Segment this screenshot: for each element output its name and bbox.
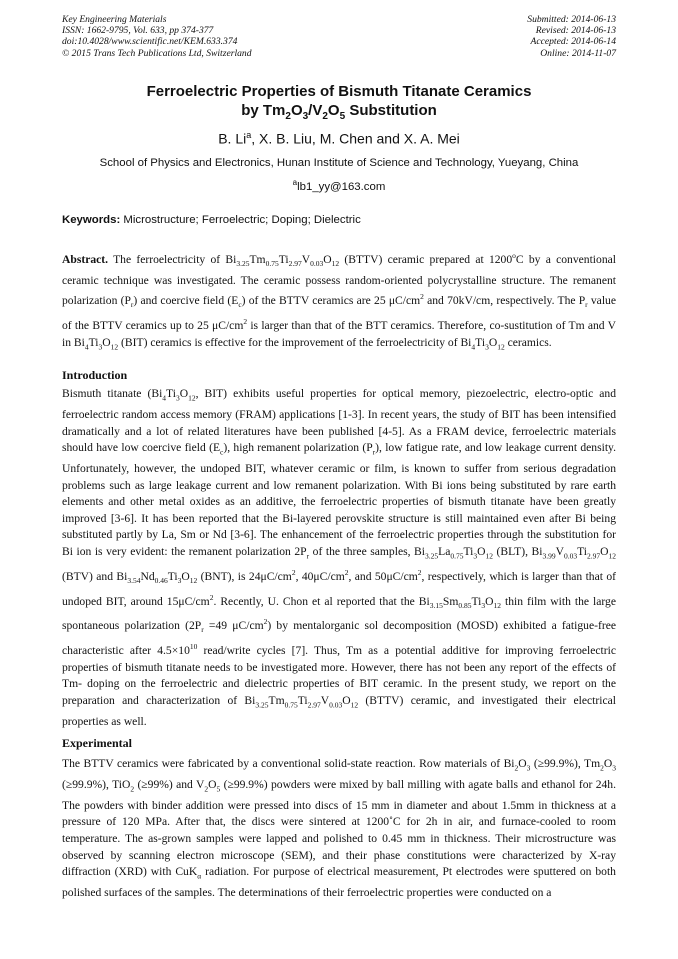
- online-date: Online: 2014-11-07: [540, 47, 616, 59]
- author-email[interactable]: $^a$lb1_yy@163.com: [292, 178, 386, 193]
- experimental-text: The BTTV ceramics were fabricated by a conventional solid-state reaction. Row materials of $Bi_2O_3$ (≥99.9%), $Tm_2O_3$ (≥99.9%), TiO$_2$ (≥99%) and $V_2O_5$ (≥99.9%) powders were mixed by ball milling with agate balls and ethanol for 24h. The powders with binder addition were pressed into discs of 15 mm in diameter and about 1.5mm in thickness at a pressure of 120 MPa. After that, the discs were sintered at 1200˚C for 2h in air, and furnace-cooled to room temperature. The as-grown samples were lapped and polished to 0.45 mm in thickness. Their microstructure was observed by scanning electron microscope (SEM), and their phase constitutions were characterized by X-ray diffraction (XRD) with CuK$_\alpha$ radiation. For purpose of electrical measurement, Pt electrodes were sputtered on both polished surfaces of the samples. The determinations of their ferroelectric properties were conducted on a: [62, 757, 617, 900]
- keywords-text: Microstructure; Ferroelectric; Doping; Dielectric: [120, 214, 361, 226]
- keywords-label: Keywords:: [62, 214, 121, 226]
- submitted-date: Submitted: 2014-06-13: [527, 14, 616, 25]
- accepted-date: Accepted: 2014-06-14: [530, 36, 616, 48]
- abstract: Abstract. The ferroelectricity of $Bi_{3.25}Tm_{0.75}Ti_{2.97}V_{0.03}O_{12}$ (BTTV) ceramic prepared at 1200$^o$C by a conventional ceramic technique was investigated. The ceramic possess random-oriented polycrystalline structure. The remanent polarization $(P_r)$ and coercive field $(E_c)$ of the BTTV ceramics are 25 $\mu C/cm^2$ and 70kV/cm, respectively. The $P_r$ value of the BTTV ceramics up to 25 $\mu C/cm^2$ is larger than that of the BTT ceramics. Therefore, co-sustitution of Tm and V in $Bi_4Ti_3O_{12}$ (BIT) ceramics is effective for the improvement of the ferroelectricity of $Bi_4Ti_3O_{12}$ ceramics.: [62, 251, 616, 351]
- journal-info: [62, 14, 252, 59]
- introduction-heading: Introduction: [62, 368, 128, 382]
- introduction-text: Bismuth titanate ($Bi_4Ti_3O_{12}$, BIT) exhibits useful properties for optical memory, piezoelectric, electro-optic and ferroelectric random access memory (FRAM) applications [1-3]. In recent years, the study of BIT has been intensified dramatically and a lot of related literatures have been published [4-5]. As a FRAM device, ferroelectric materials should have low coercive field $(E_c)$, high remanent polarization $(P_r)$, low fatigue rate, and low leakage current density. Unfortunately, however, the undoped BIT, whatever ceramic or film, is known to suffer from serious degradation problems such as large leakage current and low remanent polarization. With Bi ions being substituted by rare earth elements and other metal oxides as an additive, the ferroelectric properties of bismuth titanate have been greatly improved [3-6]. It has been reported that the Bi-layered perovskite structure is still maintained even after Bi being substituted partly by La, Sm or Nd [3-6]. The enhancement of the ferroelectric properties through the substitution for Bi ion is very evident: the remanent polarization $2P_r$ of the three samples, $Bi_{3.25}La_{0.75}Ti_3O_{12}$ (BLT), $Bi_{3.99}V_{0.03}Ti_{2.97}O_{12}$ (BTV) and $Bi_{3.54}Nd_{0.46}Ti_3O_{12}$ (BNT), is $24\mu C/cm^2$, $40\mu C/cm^2$, and $50\mu C/cm^2$, respectively, which is larger than that of undoped BIT, around $15\mu C/cm^2$. Recently, U. Chon et al reported that the $Bi_{3.15}Sm_{0.85}Ti_3O_{12}$ thin film with the large spontaneous polarization ($2P_r =49$ $\mu C/cm^2$) by mentalorganic sol decomposition (MOSD) exhibited a fatigue-free characteristic after $4.5\times 10^{10}$ read/write cycles [7]. Thus, Tm as a potential additive for improving ferroelectric properties of bismuth titanate needs to be investigated more. However, there has not been any report of the effects of Tm- doping on the ferroelectric and dielectric properties of BIT ceramic. In the present study, we report on the preparation and characterization of $Bi_{3.25}Tm_{0.75}Ti_{2.97}V_{0.03}O_{12}$ (BTTV) ceramic, and investigated their electrical properties as well.: [62, 387, 617, 728]
- title-line-1: Ferroelectric Properties of Bismuth Titanate Ceramics: [146, 83, 532, 100]
- paper-title: [62, 82, 616, 126]
- keywords: [62, 214, 616, 226]
- title-line-2: by $Tm_2O_3/V_2O_5$ Substitution: [241, 102, 437, 122]
- issn: ISSN: 1662-9795, Vol. 633, pp 374-377: [62, 25, 214, 37]
- copyright: © 2015 Trans Tech Publications Ltd, Switzerland: [62, 47, 252, 59]
- author-list: B. Li$^a$, X. B. Liu, M. Chen and X. A. Mei: [218, 130, 460, 147]
- revised-date: Revised: 2014-06-13: [535, 25, 616, 37]
- journal-name: Key Engineering Materials: [62, 14, 167, 25]
- experimental-heading: Experimental: [62, 736, 132, 750]
- dates-info: [527, 14, 616, 59]
- doi[interactable]: doi:10.4028/www.scientific.net/KEM.633.374: [62, 36, 238, 48]
- affiliation: School of Physics and Electronics, Hunan Institute of Science and Technology, Yueyang, China: [99, 157, 579, 169]
